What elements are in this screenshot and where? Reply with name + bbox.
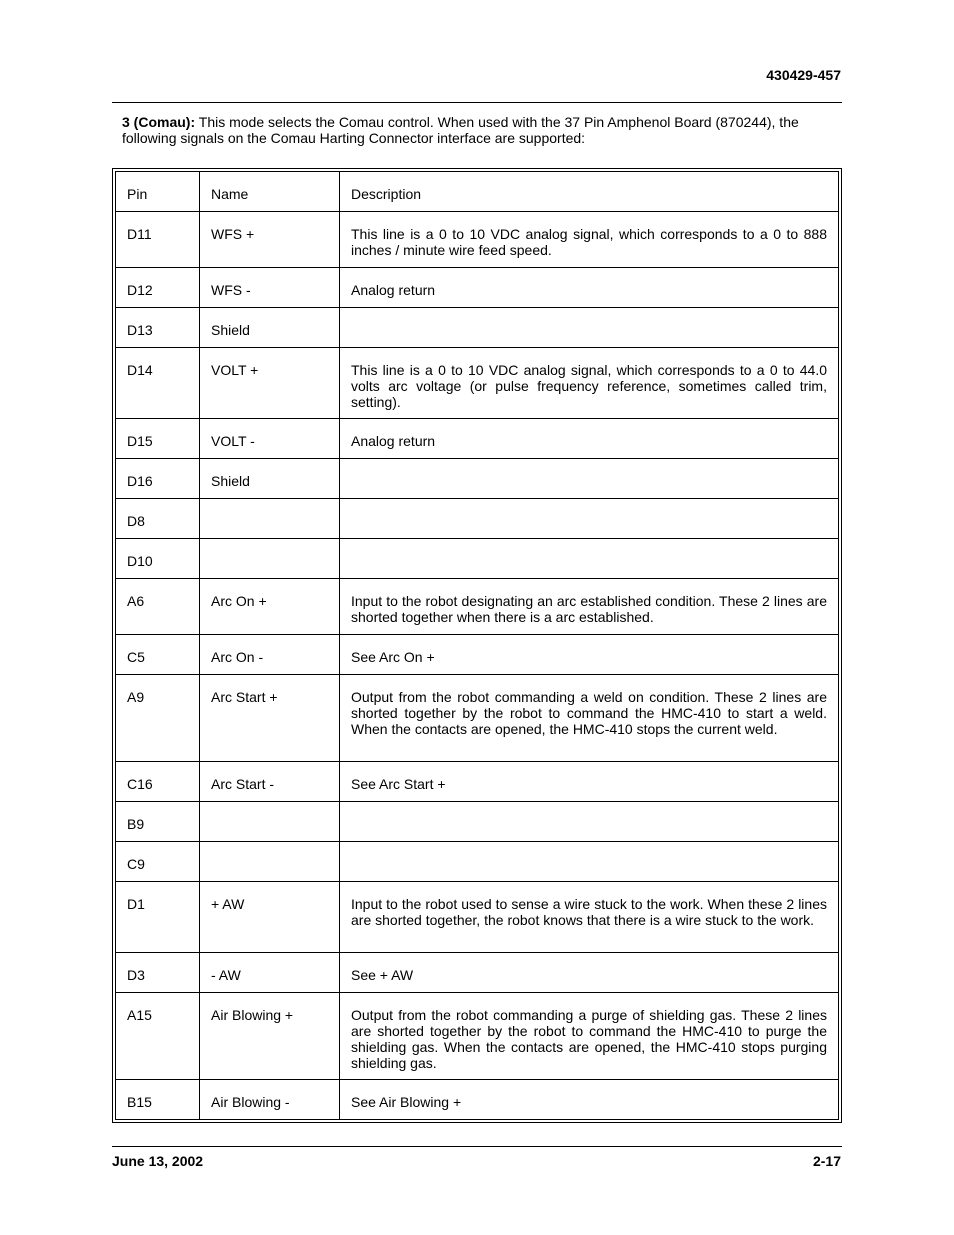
description-cell <box>340 308 839 348</box>
name-cell <box>200 539 340 579</box>
table-row <box>116 499 839 539</box>
footer-date: June 13, 2002 <box>112 1153 204 1169</box>
table-row <box>116 882 839 953</box>
pin-cell: C9 <box>116 842 200 882</box>
pin-cell: A15 <box>116 993 200 1080</box>
description-cell <box>340 459 839 499</box>
intro-text: This mode selects the Comau control. When used with the 37 Pin Amphenol Board (870244), the following signals on the Comau Harting Connector interface are supported: <box>122 114 799 146</box>
page-number: 2-17 <box>812 1153 841 1169</box>
intro-label: 3 (Comau): <box>122 114 196 130</box>
description-cell: Input to the robot designating an arc established condition. These 2 lines are shorted together when there is a arc established. <box>340 579 839 635</box>
pin-cell: C5 <box>116 635 200 675</box>
description-cell: Output from the robot commanding a purge of shielding gas. These 2 lines are shorted together by the robot to command the HMC-410 to purge the shielding gas. When the contacts are opened, the HMC-410 stops purging shielding gas. <box>340 993 839 1080</box>
table-row <box>116 268 839 308</box>
header-pin: Pin <box>116 172 200 212</box>
pin-cell: D16 <box>116 459 200 499</box>
name-cell: Shield <box>200 308 340 348</box>
description-cell: See Arc Start + <box>340 762 839 802</box>
name-cell: Arc Start - <box>200 762 340 802</box>
name-cell: Arc On - <box>200 635 340 675</box>
pin-cell: D14 <box>116 348 200 419</box>
name-cell <box>200 842 340 882</box>
pin-cell: C16 <box>116 762 200 802</box>
name-cell: Arc Start + <box>200 675 340 762</box>
name-cell: WFS + <box>200 212 340 268</box>
pin-cell: B15 <box>116 1080 200 1120</box>
pin-cell: D13 <box>116 308 200 348</box>
table-row <box>116 308 839 348</box>
header-name: Name <box>200 172 340 212</box>
description-cell: See Air Blowing + <box>340 1080 839 1120</box>
document-number: 430429-457 <box>766 67 841 83</box>
pin-cell: D8 <box>116 499 200 539</box>
description-cell <box>340 842 839 882</box>
name-cell: VOLT - <box>200 419 340 459</box>
description-cell: Analog return <box>340 268 839 308</box>
pin-cell: D10 <box>116 539 200 579</box>
pin-cell: D12 <box>116 268 200 308</box>
name-cell: + AW <box>200 882 340 953</box>
table-row <box>116 842 839 882</box>
table-row <box>116 635 839 675</box>
name-cell: WFS - <box>200 268 340 308</box>
description-cell: See Arc On + <box>340 635 839 675</box>
signal-table-frame <box>112 168 842 1123</box>
name-cell: VOLT + <box>200 348 340 419</box>
description-cell: Output from the robot commanding a weld on condition. These 2 lines are shorted together by the robot to command the HMC-410 to start a weld. When the contacts are opened, the HMC-410 stops the current weld. <box>340 675 839 762</box>
name-cell: Arc On + <box>200 579 340 635</box>
table-row <box>116 1080 839 1120</box>
header-rule <box>112 102 842 103</box>
name-cell: Air Blowing + <box>200 993 340 1080</box>
signal-table <box>115 171 839 1120</box>
table-row <box>116 675 839 762</box>
table-row <box>116 419 839 459</box>
pin-cell: A6 <box>116 579 200 635</box>
description-cell <box>340 802 839 842</box>
name-cell <box>200 802 340 842</box>
pin-cell: D11 <box>116 212 200 268</box>
description-cell <box>340 539 839 579</box>
description-cell <box>340 499 839 539</box>
pin-cell: D3 <box>116 953 200 993</box>
table-row <box>116 579 839 635</box>
description-cell: See + AW <box>340 953 839 993</box>
description-cell: Input to the robot used to sense a wire stuck to the work. When these 2 lines are shorted together, the robot knows that there is a wire stuck to the work. <box>340 882 839 953</box>
table-row <box>116 539 839 579</box>
table-row <box>116 459 839 499</box>
table-header-row <box>116 172 839 212</box>
description-cell: This line is a 0 to 10 VDC analog signal, which corresponds to a 0 to 888 inches / minute wire feed speed. <box>340 212 839 268</box>
table-row <box>116 953 839 993</box>
pin-cell: D1 <box>116 882 200 953</box>
pin-cell: A9 <box>116 675 200 762</box>
pin-cell: D15 <box>116 419 200 459</box>
name-cell: Air Blowing - <box>200 1080 340 1120</box>
name-cell <box>200 499 340 539</box>
description-cell: Analog return <box>340 419 839 459</box>
description-cell: This line is a 0 to 10 VDC analog signal, which corresponds to a 0 to 44.0 volts arc voltage (or pulse frequency reference, sometimes called trim, setting). <box>340 348 839 419</box>
table-row <box>116 212 839 268</box>
name-cell: Shield <box>200 459 340 499</box>
footer-rule <box>112 1146 842 1147</box>
table-row <box>116 762 839 802</box>
header-description: Description <box>340 172 839 212</box>
pin-cell: B9 <box>116 802 200 842</box>
table-row <box>116 993 839 1080</box>
intro-paragraph <box>122 114 838 146</box>
table-row <box>116 348 839 419</box>
name-cell: - AW <box>200 953 340 993</box>
table-row <box>116 802 839 842</box>
